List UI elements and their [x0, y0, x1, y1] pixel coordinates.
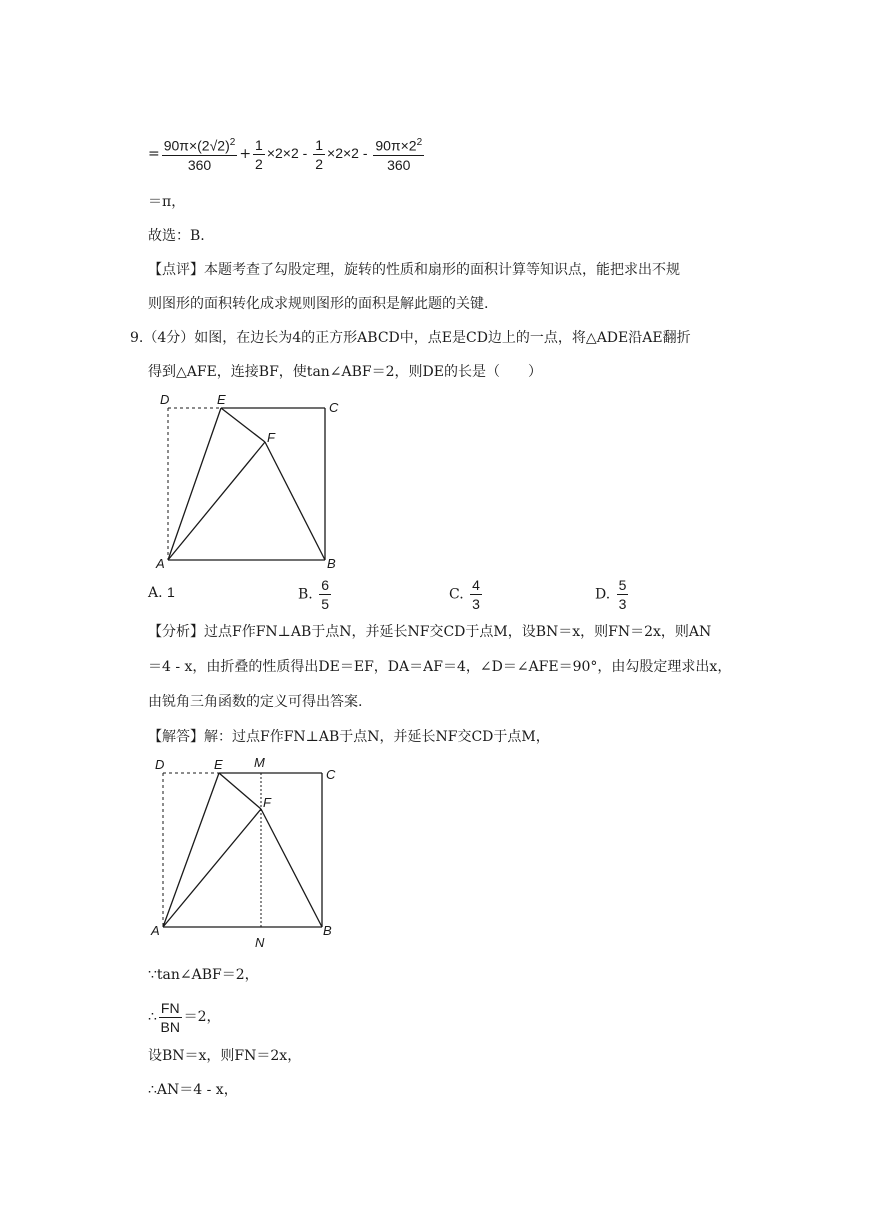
label-d: D: [155, 757, 165, 772]
sector-fraction-2: $\frac{90\pi\times 2^2}{360}$: [373, 134, 424, 174]
label-f: F: [267, 430, 275, 445]
label-b: B: [323, 923, 332, 938]
segment-ae: [163, 773, 219, 927]
half-fraction-1: $\frac{1}{2}$: [255, 136, 263, 172]
step-3: 设BN＝x，则FN＝2x，: [148, 1048, 302, 1064]
sector-fraction-1: $\frac{90\pi\times(2√2)^2}{360}$: [162, 134, 238, 174]
analysis-line-3: 由锐角三角函数的定义可得出答案.: [148, 694, 363, 710]
half-fraction-2: $\frac{1}{2}$: [315, 136, 324, 172]
option-d[interactable]: D. $\frac{5}{3}$: [595, 577, 627, 612]
segment-af: [168, 442, 265, 560]
option-c[interactable]: C. $\frac{4}{3}$: [449, 577, 480, 612]
label-a: A: [156, 556, 165, 571]
option-b[interactable]: B. $\frac{6}{5}$: [298, 577, 329, 612]
solution-intro: 【解答】解：过点F作FN⊥AB于点N，并延长NF交CD于点M，: [148, 729, 550, 745]
square-figure-2: [150, 755, 350, 955]
step-4: ∴AN＝4 - x，: [148, 1082, 238, 1098]
label-f: F: [263, 795, 271, 810]
question-9-line-1: 9.（4分）如图，在边长为4的正方形ABCD中，点E是CD边上的一点，将△ADE沿AE翻折: [130, 330, 691, 346]
formula-line: = $\frac{90\pi\times(2√2)^2}{360}$ + $\frac{1}{2}$ ×2×2 - $\frac{1}{2}$ ×2×2 - $\frac{90\pi\times 2^2}{360}$: [148, 133, 426, 173]
equals-sign: =: [148, 146, 160, 162]
analysis-line-1: 【分析】过点F作FN⊥AB于点N，并延长NF交CD于点M，设BN＝x，则FN＝2x，则AN: [148, 624, 712, 640]
label-c: C: [326, 767, 336, 782]
label-b: B: [327, 556, 336, 571]
result-pi: ＝π，: [148, 194, 186, 210]
step-2: ∴ $\frac{FN}{BN}$ ＝2，: [148, 999, 221, 1035]
segment-ae: [168, 408, 221, 560]
segment-bf: [261, 809, 322, 927]
comment-line-1: 【点评】本题考查了勾股定理，旋转的性质和扇形的面积计算等知识点，能把求出不规: [148, 262, 680, 278]
label-d: D: [160, 392, 170, 407]
analysis-line-2: ＝4 - x，由折叠的性质得出DE＝EF，DA＝AF＝4，∠D＝∠AFE＝90°，由勾股定理求出x，: [148, 659, 732, 675]
segment-ef: [221, 408, 265, 442]
label-m: M: [254, 755, 265, 770]
label-e: E: [214, 757, 223, 772]
square-figure-1: [155, 390, 355, 575]
question-9-line-2: 得到△AFE，连接BF，使tan∠ABF＝2，则DE的长是（ ）: [148, 364, 542, 380]
label-a: A: [151, 923, 160, 938]
label-n: N: [255, 935, 265, 950]
label-c: C: [329, 400, 339, 415]
segment-ef: [219, 773, 261, 809]
comment-line-2: 则图形的面积转化成求规则图形的面积是解此题的关键.: [148, 296, 489, 312]
step-1: ∵tan∠ABF＝2，: [148, 967, 259, 983]
segment-bf: [265, 442, 325, 560]
fn-over-bn: $\frac{FN}{BN}$: [160, 999, 180, 1035]
choose-answer: 故选：B.: [148, 228, 205, 244]
option-a[interactable]: A. 1: [148, 584, 175, 601]
segment-af: [163, 809, 261, 927]
label-e: E: [217, 392, 226, 407]
